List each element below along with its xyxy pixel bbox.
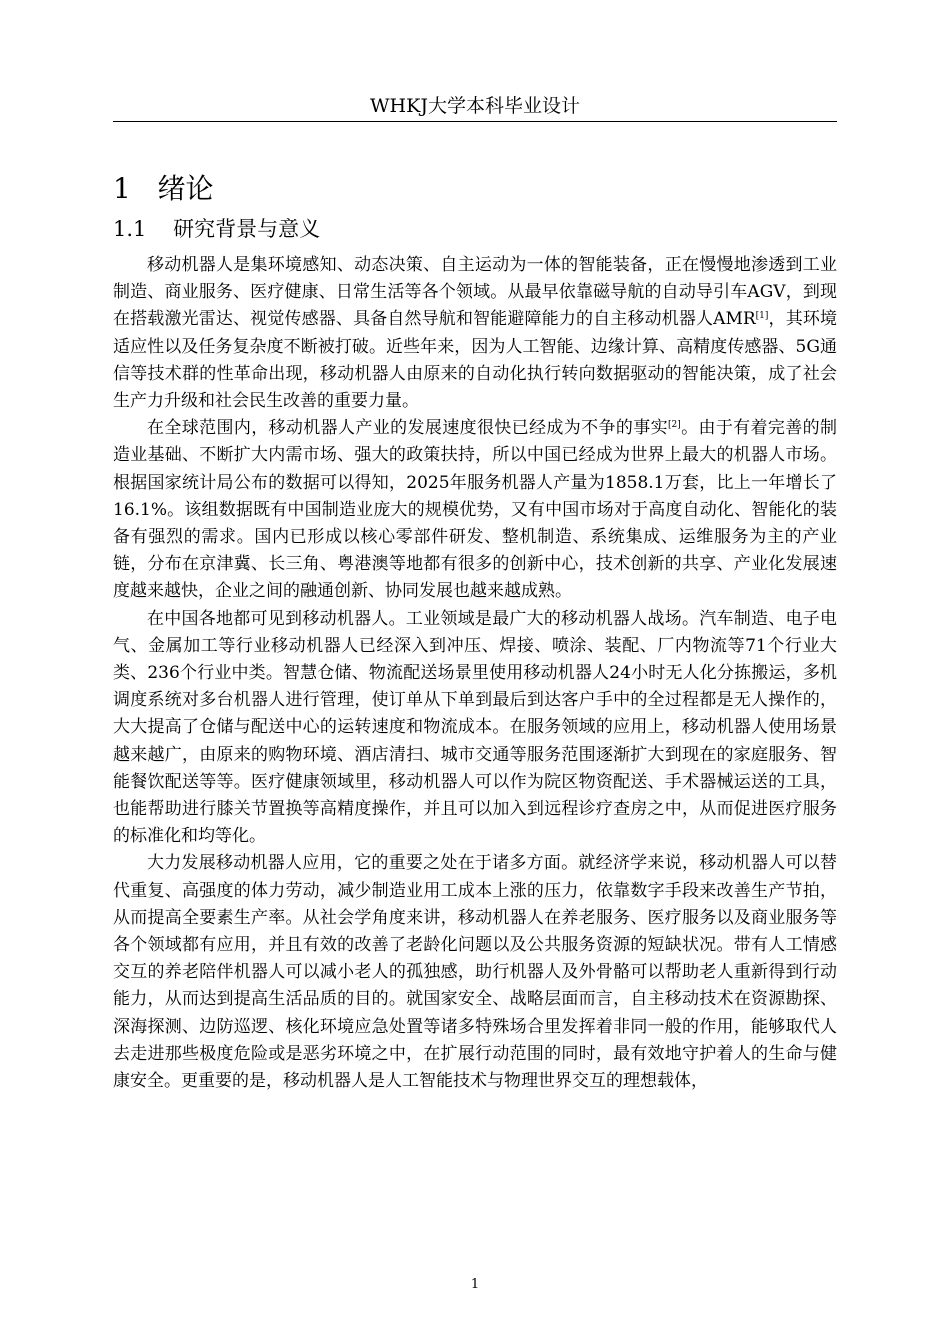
body-text (113, 252, 837, 1095)
paragraph (113, 850, 837, 1095)
page-number: 1 (470, 1277, 480, 1292)
paragraph (113, 606, 837, 851)
text-run: 在中国各地都可见到移动机器人。工业领域是最广大的移动机器人战场。汽车制造、电子电气、金属加工等行业移动机器人已经深入到冲压、焊接、喷涂、装配、厂内物流等71个行业大类、236个行业中类。智慧仓储、物流配送场景里使用移动机器人24小时无人化分拣搬运，多机调度系统对多台机器人进行管理，使订单从下单到最后到达客户手中的全过程都是无人操作的，大大提高了仓储与配送中心的运转速度和物流成本。在服务领域的应用上，移动机器人使用场景越来越广，由原来的购物环境、酒店清扫、城市交通等服务范围逐渐扩大到现在的家庭服务、智能餐饮配送等等。医疗健康领域里，移动机器人可以作为院区物资配送、手术器械运送的工具，也能帮助进行膝关节置换等高精度操作，并且可以加入到远程诊疗查房之中，从而促进医疗服务的标准化和均等化。 (113, 608, 837, 847)
citation: [1] (755, 311, 769, 322)
section-title: 1.1 研究背景与意义 (113, 217, 321, 241)
text-run: 移动机器人是集环境感知、动态决策、自主运动为一体的智能装备，正在慢慢地渗透到工业制造、商业服务、医疗健康、日常生活等各个领域。从最早依靠磁导航的自动导引车AGV，到现在搭载激光雷达、视觉传感器、具备自然导航和智能避障能力的自主移动机器人AMR (113, 255, 837, 330)
paragraph (113, 252, 837, 415)
text-run: ，其环境适应性以及任务复杂度不断被打破。近些年来，因为人工智能、边缘计算、高精度传感器、5G通信等技术群的性革命出现，移动机器人由原来的自动化执行转向数据驱动的智能决策，成了社会生产力升级和社会民生改善的重要力量。 (113, 309, 837, 412)
chapter-title: 1 绪论 (113, 172, 214, 205)
text-run: 在全球范围内，移动机器人产业的发展速度很快已经成为不争的事实 (147, 418, 668, 439)
header-rule (113, 121, 837, 122)
text-run: 。由于有着完善的制造业基础、不断扩大内需市场、强大的政策扶持，所以中国已经成为世界上最大的机器人市场。根据国家统计局公布的数据可以得知，2025年服务机器人产量为1858.1万套，比上一年增长了16.1%。该组数据既有中国制造业庞大的规模优势，又有中国市场对于高度自动化、智能化的装备有强烈的需求。国内已形成以核心零部件研发、整机制造、系统集成、运维服务为主的产业链，分布在京津冀、长三角、粤港澳等地都有很多的创新中心，技术创新的共享、产业化发展速度越来越快，企业之间的融通创新、协同发展也越来越成熟。 (113, 418, 838, 602)
text-run: 大力发展移动机器人应用，它的重要之处在于诸多方面。就经济学来说，移动机器人可以替代重复、高强度的体力劳动，减少制造业用工成本上涨的压力，依靠数字手段来改善生产节拍，从而提高全要素生产率。从社会学角度来讲，移动机器人在养老服务、医疗服务以及商业服务等各个领域都有应用，并且有效的改善了老龄化问题以及公共服务资源的短缺状况。带有人工情感交互的养老陪伴机器人可以减小老人的孤独感，助行机器人及外骨骼可以帮助老人重新得到行动能力，从而达到提高生活品质的目的。就国家安全、战略层面而言，自主移动技术在资源勘探、深海探测、边防巡逻、核化环境应急处置等诸多特殊场合里发挥着非同一般的作用，能够取代人去走进那些极度危险或是恶劣环境之中，在扩展行动范围的同时，最有效地守护着人的生命与健康安全。更重要的是，移动机器人是人工智能技术与物理世界交互的理想载体， (113, 853, 837, 1092)
paragraph (113, 415, 837, 605)
citation: [2] (667, 420, 681, 431)
page-header: WHKJ大学本科毕业设计 (370, 95, 580, 117)
